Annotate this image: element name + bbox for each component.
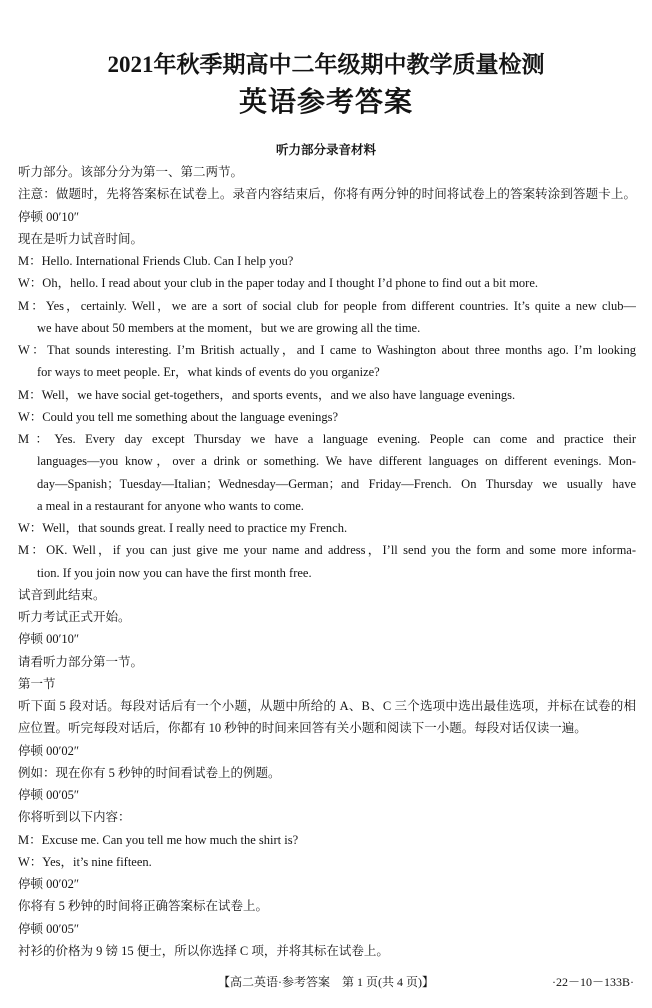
- dialogue-turn-w: [18, 851, 636, 873]
- dialogue-line: M：Yes. Every day except Thursday we have a language evening. People can come and practice their: [18, 432, 636, 446]
- dialogue-line: W：Oh，hello. I read about your club in the paper today and I thought I’d phone to find out a bit more.: [18, 276, 539, 291]
- pause-marker: 停顿 00′10″: [18, 209, 80, 224]
- dialogue-turn-m: [18, 250, 636, 272]
- dialogue-line: M：Yes，certainly. Well，we are a sort of social club for people from different countries. It’s quite a new club—: [18, 298, 636, 313]
- dialogue-line: languages—you know，over a drink or something. We have different languages on different evenings. Mon-: [37, 454, 636, 469]
- dialogue-line: M：OK. Well，if you can just give me your name and address，I’ll send you the form and some more informa-: [18, 543, 636, 558]
- exam-title: 2021年秋季期高中二年级期中教学质量检测: [107, 52, 545, 77]
- listening-transcript: [18, 161, 636, 962]
- instruction-line: 试音到此结束。: [18, 587, 106, 602]
- pause-marker: 停顿 00′05″: [18, 788, 80, 802]
- dialogue-turn-w: [18, 272, 636, 294]
- part-heading: 第一节: [18, 676, 56, 691]
- document-subtitle: 英语参考答案: [238, 87, 413, 118]
- dialogue-turn-w: [18, 517, 636, 539]
- dialogue-turn-m: [18, 829, 636, 851]
- dialogue-line: W：Well，that sounds great. I really need to practice my French.: [18, 521, 348, 535]
- document-code: ·22－10－133B·: [552, 975, 634, 989]
- section-heading: 听力部分录音材料: [275, 143, 376, 157]
- dialogue-line: M：Hello. International Friends Club. Can I help you?: [18, 254, 294, 268]
- instruction-line: 你将听到以下内容：: [18, 810, 131, 825]
- dialogue-line: for ways to meet people. Er，what kinds of events do you organize?: [37, 365, 380, 380]
- dialogue-line: W：Could you tell me something about the language evenings?: [18, 409, 339, 424]
- instruction-line: 应位置。听完每段对话后，你都有 10 秒钟的时间来回答有关小题和阅读下一小题。每段对话仅读一遍。: [18, 721, 587, 736]
- page-footer-info: 【高二英语·参考答案 第 1 页(共 4 页)】: [218, 975, 434, 989]
- instruction-line: 例如：现在你有 5 秒钟的时间看试卷上的例题。: [18, 765, 281, 780]
- pause-marker: 停顿 00′02″: [18, 877, 80, 891]
- dialogue-line: a meal in a restaurant for anyone who wants to come.: [37, 498, 304, 513]
- dialogue-line: day—Spanish；Tuesday—Italian；Wednesday—German；and Friday—French. On Thursday we usually have: [37, 476, 636, 491]
- dialogue-line: M：Excuse me. Can you tell me how much the shirt is?: [18, 832, 299, 847]
- instruction-line: 现在是听力试音时间。: [18, 231, 144, 246]
- instruction-line: 请看听力部分第一节。: [18, 654, 144, 669]
- dialogue-turn-m: [18, 384, 636, 406]
- dialogue-turn-m: [18, 539, 636, 584]
- instruction-line: 听力部分。该部分分为第一、第二两节。: [18, 165, 244, 179]
- dialogue-turn-m: [18, 428, 636, 517]
- instruction-line: 听力考试正式开始。: [18, 610, 131, 624]
- dialogue-turn-w: [18, 339, 636, 384]
- pause-marker: 停顿 00′10″: [18, 632, 80, 647]
- instruction-line: 注意：做题时，先将答案标在试卷上。录音内容结束后，你将有两分钟的时间将试卷上的答案转涂到答题卡上。: [18, 187, 636, 202]
- pause-marker: 停顿 00′02″: [18, 743, 80, 758]
- pause-marker: 停顿 00′05″: [18, 921, 80, 936]
- dialogue-turn-w: [18, 406, 636, 428]
- instruction-line: 你将有 5 秒钟的时间将正确答案标在试卷上。: [18, 899, 269, 914]
- dialogue-line: W：Yes，it’s nine fifteen.: [18, 854, 152, 869]
- dialogue-line: M：Well，we have social get-togethers，and sports events，and we also have language evenings.: [18, 387, 516, 402]
- dialogue-turn-m: [18, 295, 636, 340]
- instruction-line: 听下面 5 段对话。每段对话后有一个小题，从题中所给的 A、B、C 三个选项中选出最佳选项，并标在试卷的相: [18, 699, 636, 713]
- dialogue-line: tion. If you join now you can have the first month free.: [37, 565, 312, 580]
- dialogue-line: we have about 50 members at the moment，but we are growing all the time.: [37, 320, 421, 335]
- instruction-line: 衬衫的价格为 9 镑 15 便士，所以你选择 C 项，并将其标在试卷上。: [18, 943, 389, 958]
- dialogue-line: W：That sounds interesting. I’m British actually，and I came to Washington about three months ago. I’m looking: [18, 343, 636, 357]
